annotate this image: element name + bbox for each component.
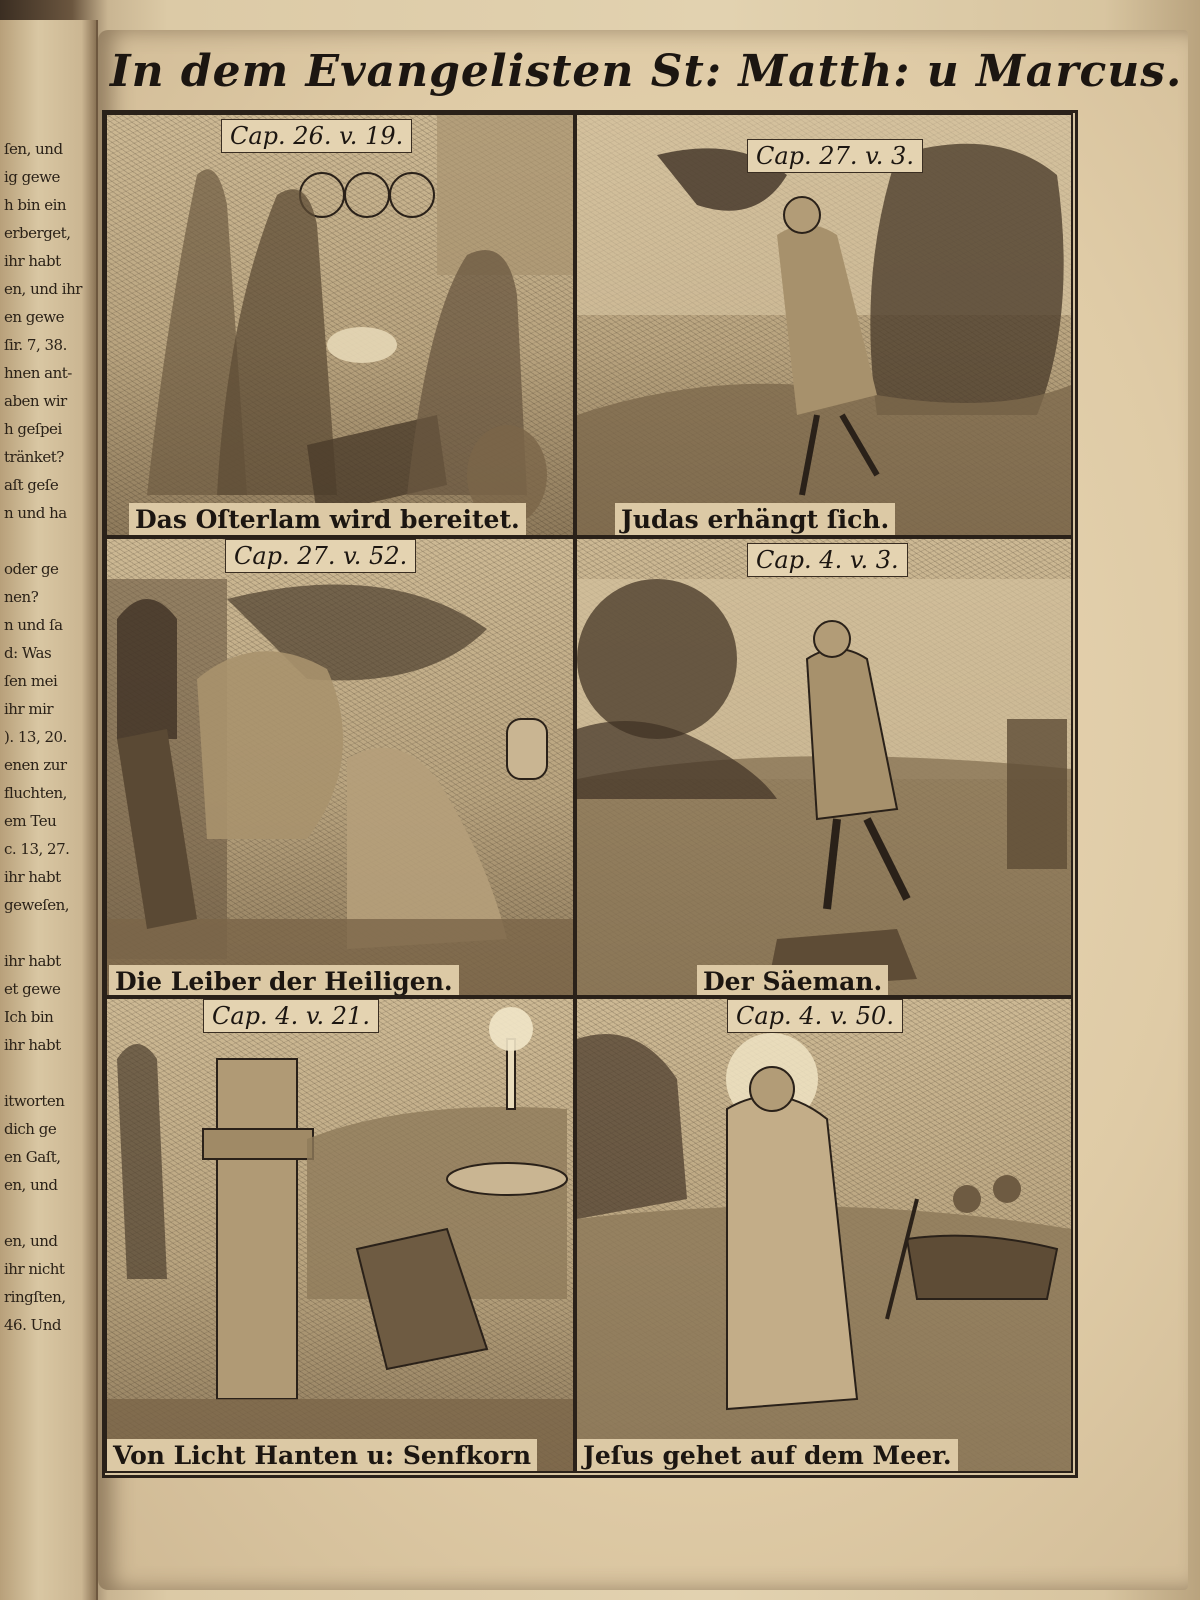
- left-page-line: geweſen,: [4, 896, 70, 914]
- ref-sower: Cap. 4. v. 3.: [747, 543, 908, 577]
- panel-passover-lamb: [105, 113, 575, 537]
- left-page-line: ig gewe: [4, 168, 60, 186]
- left-page-line: n und ſa: [4, 616, 63, 634]
- engraving-walking-on-sea: [577, 999, 1071, 1471]
- left-page-line: aben wir: [4, 392, 67, 410]
- left-page-line: en Gaſt,: [4, 1148, 61, 1166]
- panel-judas: [575, 113, 1073, 537]
- panel-walking-on-sea: [575, 997, 1073, 1473]
- left-page-line: en gewe: [4, 308, 65, 326]
- ref-bodies-of-saints: Cap. 27. v. 52.: [225, 539, 416, 573]
- caption-judas: Judas erhängt ſich.: [615, 503, 895, 537]
- left-page-line: c. 13, 27.: [4, 840, 70, 858]
- left-page-line: d: Was: [4, 644, 52, 662]
- left-page-line: et gewe: [4, 980, 61, 998]
- left-page-line: [4, 1204, 94, 1222]
- left-page-line: nen?: [4, 588, 39, 606]
- left-page-line: ihr habt: [4, 1036, 61, 1054]
- left-page-line: [4, 1064, 94, 1082]
- left-page-line: h bin ein: [4, 196, 67, 214]
- caption-bodies-of-saints: Die Leiber der Heiligen.: [109, 965, 459, 997]
- panel-light-and-mustard-seed: [105, 997, 575, 1473]
- left-page-line: ſir. 7, 38.: [4, 336, 67, 354]
- illustration-grid: [102, 110, 1078, 1478]
- engraving-passover-lamb: [107, 115, 573, 535]
- ref-passover-lamb: Cap. 26. v. 19.: [221, 119, 412, 153]
- left-page-line: en, und: [4, 1176, 58, 1194]
- left-page-line: en, und: [4, 1232, 58, 1250]
- left-page-line: [4, 924, 94, 942]
- left-page-line: [4, 532, 94, 550]
- left-page-line: ihr nicht: [4, 1260, 65, 1278]
- caption-passover-lamb: Das Oſterlam wird bereitet.: [129, 503, 526, 537]
- left-facing-page: [0, 20, 98, 1600]
- left-page-line: n und ha: [4, 504, 67, 522]
- engraving-judas: [577, 115, 1071, 535]
- left-page-line: 46. Und: [4, 1316, 62, 1334]
- caption-walking-on-sea: Jeſus gehet auf dem Meer.: [577, 1439, 958, 1473]
- left-page-line: tränket?: [4, 448, 64, 466]
- engraving-bodies-of-saints: [107, 539, 573, 995]
- left-page-line: ihr habt: [4, 868, 61, 886]
- ref-walking-on-sea: Cap. 4. v. 50.: [727, 999, 903, 1033]
- left-page-line: ihr habt: [4, 952, 61, 970]
- left-page-line: ihr mir: [4, 700, 54, 718]
- left-page-line: fluchten,: [4, 784, 67, 802]
- engraving-sower: [577, 539, 1071, 995]
- ref-judas: Cap. 27. v. 3.: [747, 139, 923, 173]
- left-page-line: dich ge: [4, 1120, 57, 1138]
- left-page-line: ringſten,: [4, 1288, 66, 1306]
- left-page-line: em Teu: [4, 812, 57, 830]
- page-heading: In dem Evangelisten St: Matth: u Marcus.: [110, 46, 1183, 97]
- left-page-line: oder ge: [4, 560, 59, 578]
- left-page-line: Ich bin: [4, 1008, 54, 1026]
- left-page-line: ihr habt: [4, 252, 61, 270]
- left-page-line: erberget,: [4, 224, 71, 242]
- ref-light-and-mustard-seed: Cap. 4. v. 21.: [203, 999, 379, 1033]
- left-page-line: ſen, und: [4, 140, 63, 158]
- caption-light-and-mustard-seed: Von Licht Hanten u: Senfkorn: [107, 1439, 537, 1473]
- panel-bodies-of-saints: [105, 537, 575, 997]
- panel-sower: [575, 537, 1073, 997]
- left-page-line: ). 13, 20.: [4, 728, 67, 746]
- left-page-line: enen zur: [4, 756, 67, 774]
- left-page-line: hnen ant-: [4, 364, 72, 382]
- left-page-line: ſen mei: [4, 672, 58, 690]
- left-page-line: en, und ihr: [4, 280, 82, 298]
- left-page-line: itworten: [4, 1092, 65, 1110]
- caption-sower: Der Säeman.: [697, 965, 888, 997]
- engraving-light-and-mustard-seed: [107, 999, 573, 1471]
- left-page-line: h geſpei: [4, 420, 62, 438]
- left-page-line: aſt geſe: [4, 476, 59, 494]
